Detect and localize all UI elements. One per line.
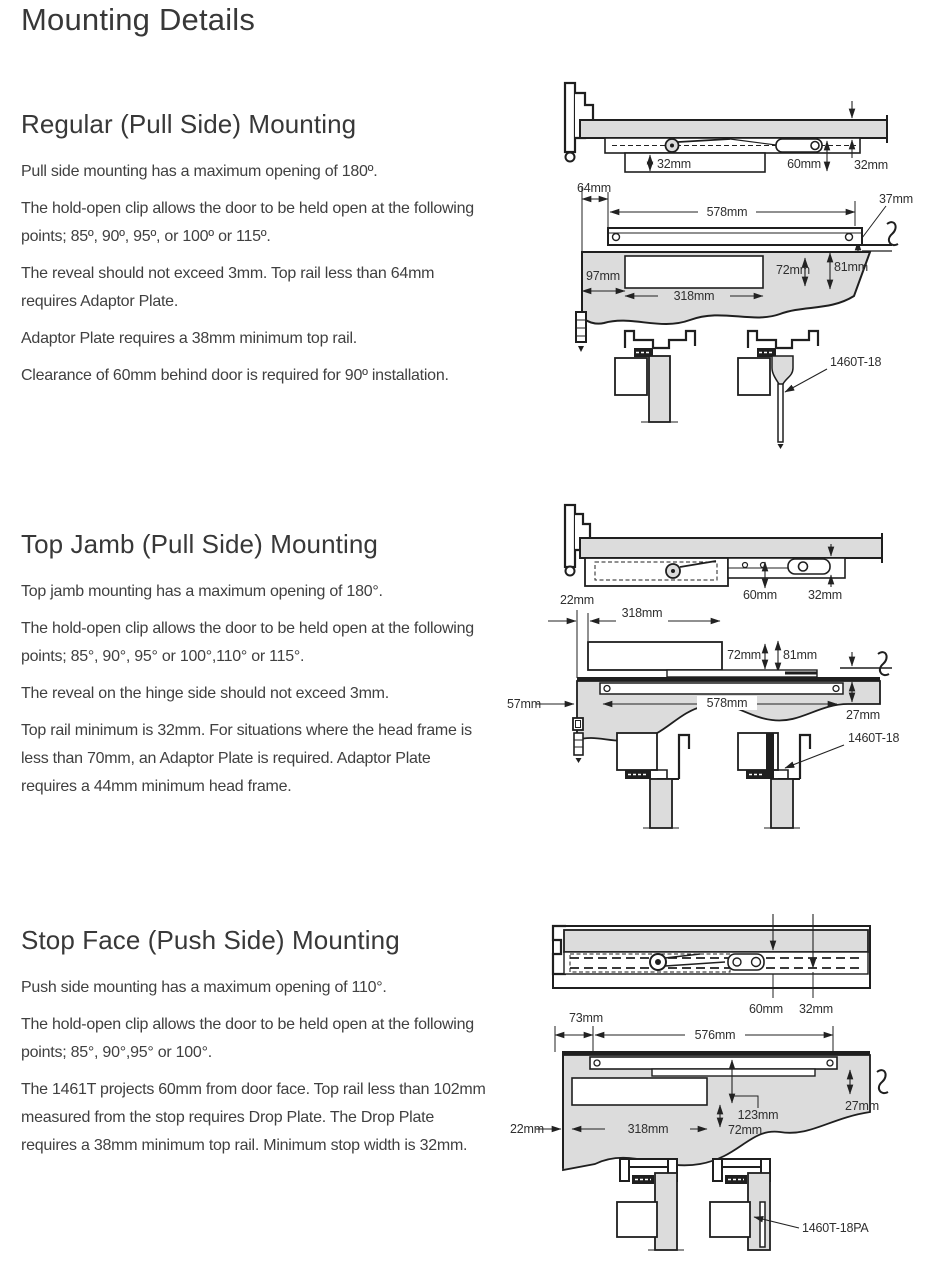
hinge-barrel [574, 733, 583, 755]
door-top-rail [588, 642, 722, 670]
dim-label: 32mm [808, 588, 842, 602]
arm-link [788, 559, 830, 574]
paragraph: Pull side mounting has a maximum opening of 180º. [21, 163, 378, 180]
paragraph: Clearance of 60mm behind door is required for 90º installation. [21, 367, 449, 384]
dim-label: 60mm [749, 1002, 783, 1016]
section-stop-face [21, 925, 489, 1169]
dim-label: 37mm [879, 192, 913, 206]
dim-label: 60mm [743, 588, 777, 602]
paragraph: The hold-open clip allows the door to be held open at the following points; 85º, 90º, 95º, or 100º or 115º. [21, 200, 474, 245]
head-frame [580, 120, 887, 138]
dim-label: 27mm [845, 1099, 879, 1113]
paragraph: The hold-open clip allows the door to be held open at the following points; 85°, 90°, 95° or 100°,110° or 115°. [21, 620, 474, 665]
dim-label: 57mm [507, 697, 541, 711]
dim-label: 578mm [706, 696, 748, 710]
dim-label: 60mm [787, 157, 821, 171]
stop-strip [564, 930, 868, 952]
section-heading: Regular (Pull Side) Mounting [21, 109, 357, 139]
dim-label: 32mm [799, 1002, 833, 1016]
paragraph: Push side mounting has a maximum opening of 110°. [21, 979, 387, 996]
paragraph: Top rail minimum is 32mm. For situations where the head frame is less than 70mm, an Adaptor Plate is required. Adaptor Plate requires a 44mm minimum head frame. [21, 722, 472, 795]
paragraph: The reveal on the hinge side should not exceed 3mm. [21, 685, 389, 702]
plan-view [565, 83, 888, 172]
plan-view [553, 914, 870, 1016]
plan-view [565, 505, 882, 602]
mount-recess [572, 1078, 707, 1105]
mount-recess [625, 256, 763, 288]
paragraph: Adaptor Plate requires a 38mm minimum top rail. [21, 330, 357, 347]
section-regular-pull-side [21, 109, 489, 399]
door-stile [748, 1173, 770, 1250]
dim-label: 27mm [846, 708, 880, 722]
head-frame [580, 538, 882, 558]
jamb-section-with-closer-edge [738, 733, 810, 828]
paragraph: The hold-open clip allows the door to be held open at the following points; 85°, 90°,95° or 100°. [21, 1016, 474, 1061]
dim-label: 64mm [577, 181, 611, 195]
drop-plate [760, 1202, 765, 1247]
elevation-view [576, 181, 913, 352]
dim-label: 576mm [694, 1028, 736, 1042]
dim-label: 22mm [510, 1122, 544, 1136]
closer-arm-side [652, 1069, 815, 1076]
door-stile [655, 1173, 677, 1250]
dim-label: 32mm [657, 157, 691, 171]
model-label: 1460T-18 [830, 355, 882, 369]
dim-label: 81mm [783, 648, 817, 662]
model-label: 1460T-18PA [802, 1221, 869, 1235]
jamb-section-plain [617, 733, 689, 828]
dim-label: 318mm [627, 1122, 669, 1136]
page-title: Mounting Details [21, 2, 256, 37]
jamb-section-plain [615, 331, 695, 422]
break-squiggle [887, 222, 898, 245]
closer-track [600, 683, 843, 694]
paragraph: The reveal should not exceed 3mm. Top rail less than 64mm requires Adaptor Plate. [21, 265, 435, 310]
paragraph: Top jamb mounting has a maximum opening of 180°. [21, 583, 383, 600]
jamb-section-with-drop-plate [710, 1159, 770, 1250]
door-stile [649, 356, 670, 422]
slide-rod [778, 384, 783, 442]
dim-label: 318mm [673, 289, 715, 303]
door-stile [650, 779, 672, 828]
elevation-view [507, 593, 892, 763]
dim-label: 97mm [586, 269, 620, 283]
closer-body-plan [625, 153, 765, 172]
door-stile [771, 779, 793, 828]
dim-label: 318mm [621, 606, 663, 620]
dim-label: 73mm [569, 1011, 603, 1025]
elevation-view [510, 1011, 888, 1170]
section-heading: Stop Face (Push Side) Mounting [21, 925, 400, 955]
paragraph: The 1461T projects 60mm from door face. Top rail less than 102mm measured from the stop requires Drop Plate. The Drop Plate requires a 38mm minimum top rail. Minimum stop width is 32mm. [21, 1081, 486, 1154]
dim-label: 578mm [706, 205, 748, 219]
top-jamb-diagram [500, 492, 928, 864]
break-squiggle [878, 652, 889, 675]
dim-label: 22mm [560, 593, 594, 607]
hinge-barrel [576, 312, 586, 342]
closer-track [590, 1057, 837, 1069]
dim-label: 32mm [854, 158, 888, 172]
break-squiggle [877, 1070, 888, 1093]
dim-label: 72mm [776, 263, 810, 277]
jamb-section-with-channel [738, 331, 818, 449]
closer-track [608, 228, 862, 245]
dim-label: 81mm [834, 260, 868, 274]
dim-label: 123mm [737, 1108, 779, 1122]
dim-label: 72mm [727, 648, 761, 662]
regular-pull-side-diagram [538, 75, 928, 473]
stop-face-diagram [500, 912, 928, 1280]
jamb-section-plain [617, 1159, 684, 1250]
model-label: 1460T-18 [848, 731, 900, 745]
section-top-jamb [21, 529, 489, 810]
section-heading: Top Jamb (Pull Side) Mounting [21, 529, 378, 559]
dim-label: 72mm [728, 1123, 762, 1137]
